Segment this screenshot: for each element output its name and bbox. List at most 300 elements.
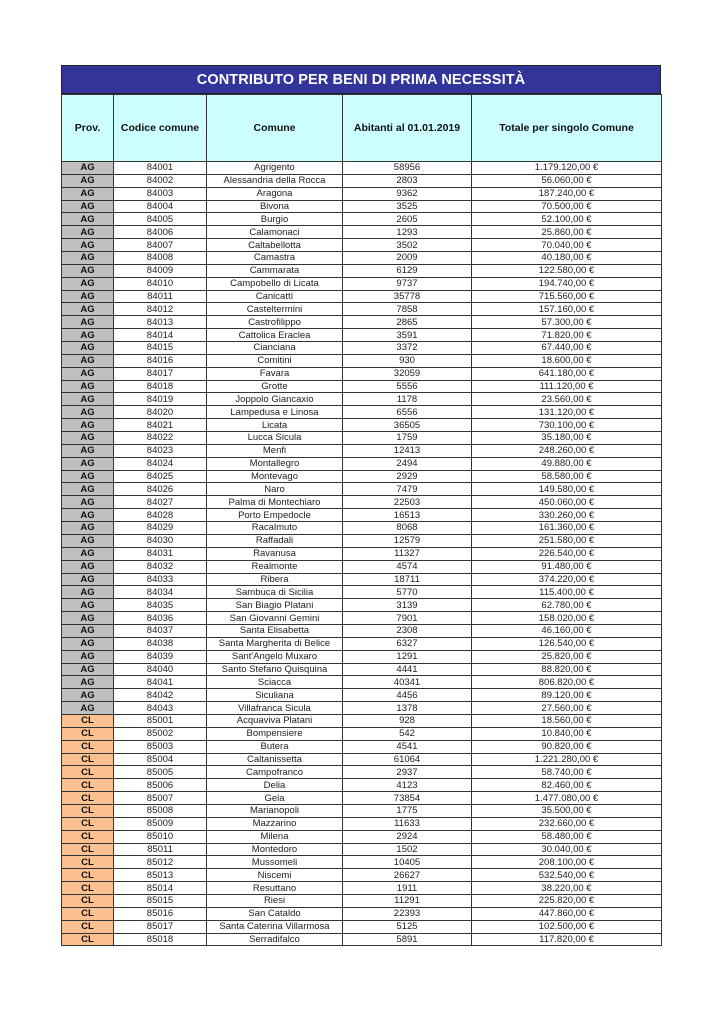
cell-comune: Montedoro [207,843,343,856]
cell-comune: Palma di Montechiaro [207,496,343,509]
cell-comune: Canicattì [207,290,343,303]
cell-comune: Sambuca di Sicilia [207,586,343,599]
cell-comune: Comitini [207,354,343,367]
cell-totale: 58.580,00 € [472,470,662,483]
cell-codice: 85012 [114,856,207,869]
cell-prov: AG [62,663,114,676]
cell-comune: Sant'Angelo Muxaro [207,650,343,663]
cell-prov: AG [62,547,114,560]
table-row [62,792,662,805]
cell-prov: AG [62,316,114,329]
cell-totale: 715.560,00 € [472,290,662,303]
cell-totale: 1.179.120,00 € [472,162,662,175]
cell-codice: 84013 [114,316,207,329]
cell-totale: 30.040,00 € [472,843,662,856]
cell-comune: Cattolica Eraclea [207,329,343,342]
cell-totale: 70.500,00 € [472,200,662,213]
table-row [62,586,662,599]
cell-codice: 85010 [114,830,207,843]
cell-prov: AG [62,432,114,445]
cell-comune: Santa Margherita di Belice [207,637,343,650]
table-row [62,252,662,265]
cell-codice: 84022 [114,432,207,445]
cell-prov: AG [62,534,114,547]
cell-prov: CL [62,727,114,740]
cell-abitanti: 3139 [343,599,472,612]
cell-totale: 18.560,00 € [472,714,662,727]
cell-abitanti: 11291 [343,894,472,907]
cell-abitanti: 928 [343,714,472,727]
cell-prov: AG [62,522,114,535]
cell-totale: 89.120,00 € [472,689,662,702]
cell-abitanti: 4123 [343,779,472,792]
cell-abitanti: 9362 [343,187,472,200]
cell-comune: Gela [207,792,343,805]
cell-comune: Niscemi [207,869,343,882]
table-row [62,354,662,367]
cell-codice: 84028 [114,509,207,522]
cell-comune: Naro [207,483,343,496]
table-row [62,856,662,869]
cell-abitanti: 2937 [343,766,472,779]
header-comune: Comune [207,95,343,162]
cell-codice: 84030 [114,534,207,547]
table-row [62,727,662,740]
cell-totale: 330.260,00 € [472,509,662,522]
cell-abitanti: 58956 [343,162,472,175]
cell-codice: 84039 [114,650,207,663]
cell-comune: Aragona [207,187,343,200]
cell-abitanti: 2803 [343,174,472,187]
cell-prov: CL [62,817,114,830]
cell-comune: Racalmuto [207,522,343,535]
cell-totale: 57.300,00 € [472,316,662,329]
cell-totale: 641.180,00 € [472,367,662,380]
cell-totale: 88.820,00 € [472,663,662,676]
cell-codice: 84008 [114,252,207,265]
cell-comune: Cammarata [207,264,343,277]
cell-comune: Delia [207,779,343,792]
cell-totale: 38.220,00 € [472,882,662,895]
cell-abitanti: 32059 [343,367,472,380]
table-row [62,933,662,946]
cell-comune: Milena [207,830,343,843]
cell-abitanti: 5891 [343,933,472,946]
cell-codice: 85003 [114,740,207,753]
cell-codice: 84034 [114,586,207,599]
cell-prov: CL [62,792,114,805]
cell-prov: CL [62,920,114,933]
cell-codice: 84006 [114,226,207,239]
cell-abitanti: 61064 [343,753,472,766]
cell-codice: 84032 [114,560,207,573]
cell-prov: AG [62,573,114,586]
table-title: CONTRIBUTO PER BENI DI PRIMA NECESSITÀ [61,65,661,94]
cell-codice: 84033 [114,573,207,586]
cell-prov: AG [62,329,114,342]
cell-prov: CL [62,907,114,920]
table-row [62,817,662,830]
cell-prov: AG [62,702,114,715]
cell-totale: 102.500,00 € [472,920,662,933]
table-row [62,753,662,766]
table-row [62,920,662,933]
data-table [61,94,662,946]
cell-abitanti: 2929 [343,470,472,483]
cell-abitanti: 2924 [343,830,472,843]
cell-totale: 27.560,00 € [472,702,662,715]
cell-prov: AG [62,457,114,470]
cell-prov: AG [62,650,114,663]
cell-codice: 84025 [114,470,207,483]
cell-abitanti: 5125 [343,920,472,933]
cell-comune: Camastra [207,252,343,265]
cell-abitanti: 11633 [343,817,472,830]
cell-totale: 450.060,00 € [472,496,662,509]
cell-totale: 56.060,00 € [472,174,662,187]
table-row [62,663,662,676]
cell-codice: 85018 [114,933,207,946]
cell-codice: 85011 [114,843,207,856]
table-row [62,599,662,612]
cell-abitanti: 1293 [343,226,472,239]
table-row [62,342,662,355]
table-row [62,303,662,316]
header-totale: Totale per singolo Comune [472,95,662,162]
cell-codice: 84027 [114,496,207,509]
cell-abitanti: 4441 [343,663,472,676]
cell-codice: 84031 [114,547,207,560]
table-row [62,367,662,380]
table-row [62,612,662,625]
table-row [62,380,662,393]
cell-prov: AG [62,342,114,355]
cell-prov: AG [62,496,114,509]
cell-totale: 208.100,00 € [472,856,662,869]
cell-prov: AG [62,187,114,200]
table-row [62,264,662,277]
cell-prov: AG [62,560,114,573]
cell-comune: Villafranca Sicula [207,702,343,715]
cell-codice: 85004 [114,753,207,766]
cell-prov: AG [62,277,114,290]
cell-comune: Serradifalco [207,933,343,946]
cell-codice: 84021 [114,419,207,432]
cell-abitanti: 73854 [343,792,472,805]
cell-codice: 84009 [114,264,207,277]
cell-totale: 71.820,00 € [472,329,662,342]
cell-prov: AG [62,264,114,277]
cell-comune: Siculiana [207,689,343,702]
cell-comune: Campofranco [207,766,343,779]
cell-totale: 117.820,00 € [472,933,662,946]
table-row [62,779,662,792]
table-row [62,766,662,779]
cell-comune: Lampedusa e Linosa [207,406,343,419]
table-row [62,290,662,303]
cell-codice: 84011 [114,290,207,303]
cell-prov: CL [62,766,114,779]
table-row [62,804,662,817]
cell-totale: 447.860,00 € [472,907,662,920]
cell-abitanti: 2308 [343,624,472,637]
cell-abitanti: 1291 [343,650,472,663]
cell-prov: AG [62,676,114,689]
cell-codice: 85013 [114,869,207,882]
cell-prov: CL [62,714,114,727]
cell-codice: 84015 [114,342,207,355]
cell-prov: AG [62,406,114,419]
cell-codice: 84001 [114,162,207,175]
cell-comune: Butera [207,740,343,753]
cell-abitanti: 6556 [343,406,472,419]
cell-codice: 84018 [114,380,207,393]
cell-totale: 149.580,00 € [472,483,662,496]
cell-prov: AG [62,470,114,483]
cell-prov: AG [62,239,114,252]
cell-abitanti: 2009 [343,252,472,265]
cell-abitanti: 26627 [343,869,472,882]
cell-codice: 84041 [114,676,207,689]
cell-prov: AG [62,599,114,612]
cell-comune: Licata [207,419,343,432]
cell-totale: 226.540,00 € [472,547,662,560]
cell-abitanti: 1502 [343,843,472,856]
cell-abitanti: 3525 [343,200,472,213]
cell-prov: CL [62,804,114,817]
cell-comune: Montallegro [207,457,343,470]
cell-prov: CL [62,843,114,856]
cell-abitanti: 11327 [343,547,472,560]
cell-prov: AG [62,354,114,367]
cell-abitanti: 35778 [343,290,472,303]
cell-comune: Joppolo Giancaxio [207,393,343,406]
cell-codice: 84002 [114,174,207,187]
table-row [62,329,662,342]
cell-comune: Casteltermini [207,303,343,316]
cell-prov: AG [62,419,114,432]
table-row [62,843,662,856]
cell-abitanti: 1759 [343,432,472,445]
cell-abitanti: 3372 [343,342,472,355]
cell-totale: 730.100,00 € [472,419,662,432]
cell-totale: 82.460,00 € [472,779,662,792]
table-row [62,316,662,329]
cell-totale: 131.120,00 € [472,406,662,419]
cell-comune: Ribera [207,573,343,586]
cell-codice: 84016 [114,354,207,367]
cell-comune: Cianciana [207,342,343,355]
cell-abitanti: 5556 [343,380,472,393]
cell-totale: 374.220,00 € [472,573,662,586]
cell-codice: 85001 [114,714,207,727]
cell-prov: AG [62,252,114,265]
cell-totale: 126.540,00 € [472,637,662,650]
table-row [62,432,662,445]
table-row [62,573,662,586]
cell-totale: 157.160,00 € [472,303,662,316]
table-row [62,907,662,920]
cell-totale: 251.580,00 € [472,534,662,547]
cell-abitanti: 1178 [343,393,472,406]
cell-abitanti: 3591 [343,329,472,342]
cell-comune: Ravanusa [207,547,343,560]
table-row [62,534,662,547]
table-row [62,277,662,290]
cell-totale: 18.600,00 € [472,354,662,367]
cell-codice: 84012 [114,303,207,316]
cell-abitanti: 6129 [343,264,472,277]
cell-abitanti: 36505 [343,419,472,432]
cell-totale: 70.040,00 € [472,239,662,252]
cell-abitanti: 7858 [343,303,472,316]
cell-totale: 1.477.080,00 € [472,792,662,805]
table-row [62,689,662,702]
cell-codice: 85002 [114,727,207,740]
cell-totale: 35.180,00 € [472,432,662,445]
cell-codice: 85015 [114,894,207,907]
cell-prov: CL [62,740,114,753]
cell-comune: Resuttano [207,882,343,895]
cell-comune: Mazzarino [207,817,343,830]
cell-abitanti: 22393 [343,907,472,920]
cell-prov: AG [62,200,114,213]
table-row [62,702,662,715]
cell-totale: 62.780,00 € [472,599,662,612]
table-row [62,200,662,213]
cell-comune: Marianopoli [207,804,343,817]
cell-abitanti: 16513 [343,509,472,522]
cell-prov: AG [62,174,114,187]
cell-codice: 84042 [114,689,207,702]
cell-codice: 84003 [114,187,207,200]
cell-prov: AG [62,586,114,599]
cell-totale: 25.820,00 € [472,650,662,663]
cell-totale: 40.180,00 € [472,252,662,265]
cell-abitanti: 2865 [343,316,472,329]
cell-abitanti: 10405 [343,856,472,869]
cell-codice: 84023 [114,444,207,457]
cell-abitanti: 542 [343,727,472,740]
cell-abitanti: 22503 [343,496,472,509]
table-row [62,624,662,637]
cell-totale: 225.820,00 € [472,894,662,907]
header-row [62,95,662,162]
table-row [62,894,662,907]
table-row [62,226,662,239]
cell-totale: 1.221.280,00 € [472,753,662,766]
cell-comune: Lucca Sicula [207,432,343,445]
cell-abitanti: 1911 [343,882,472,895]
cell-codice: 84005 [114,213,207,226]
cell-prov: CL [62,856,114,869]
cell-comune: Santa Elisabetta [207,624,343,637]
cell-codice: 84014 [114,329,207,342]
table-row [62,740,662,753]
cell-comune: Agrigento [207,162,343,175]
table-row [62,560,662,573]
cell-totale: 25.860,00 € [472,226,662,239]
cell-abitanti: 12579 [343,534,472,547]
cell-abitanti: 12413 [343,444,472,457]
cell-codice: 85009 [114,817,207,830]
cell-prov: AG [62,444,114,457]
cell-totale: 194.740,00 € [472,277,662,290]
table-row [62,496,662,509]
cell-totale: 23.560,00 € [472,393,662,406]
cell-comune: Sciacca [207,676,343,689]
cell-abitanti: 40341 [343,676,472,689]
cell-abitanti: 1378 [343,702,472,715]
cell-prov: AG [62,624,114,637]
header-prov: Prov. [62,95,114,162]
cell-totale: 161.360,00 € [472,522,662,535]
cell-codice: 84037 [114,624,207,637]
cell-prov: AG [62,367,114,380]
cell-comune: Bivona [207,200,343,213]
cell-comune: Castrofilippo [207,316,343,329]
cell-abitanti: 2605 [343,213,472,226]
cell-abitanti: 7901 [343,612,472,625]
cell-totale: 806.820,00 € [472,676,662,689]
cell-comune: Burgio [207,213,343,226]
cell-codice: 85005 [114,766,207,779]
table-row [62,470,662,483]
cell-codice: 84017 [114,367,207,380]
cell-comune: Campobello di Licata [207,277,343,290]
cell-totale: 91.480,00 € [472,560,662,573]
cell-abitanti: 2494 [343,457,472,470]
cell-totale: 232.660,00 € [472,817,662,830]
cell-prov: CL [62,933,114,946]
cell-totale: 10.840,00 € [472,727,662,740]
table-row [62,714,662,727]
cell-totale: 90.820,00 € [472,740,662,753]
cell-codice: 85008 [114,804,207,817]
cell-prov: AG [62,689,114,702]
cell-prov: CL [62,894,114,907]
cell-totale: 52.100,00 € [472,213,662,226]
cell-totale: 49.880,00 € [472,457,662,470]
cell-prov: AG [62,303,114,316]
cell-codice: 84010 [114,277,207,290]
cell-codice: 85017 [114,920,207,933]
cell-prov: CL [62,869,114,882]
cell-comune: Grotte [207,380,343,393]
cell-prov: AG [62,162,114,175]
cell-totale: 58.480,00 € [472,830,662,843]
header-codice-comune: Codice comune [114,95,207,162]
cell-codice: 84026 [114,483,207,496]
cell-abitanti: 930 [343,354,472,367]
cell-abitanti: 8068 [343,522,472,535]
cell-abitanti: 3502 [343,239,472,252]
cell-codice: 84035 [114,599,207,612]
cell-comune: Porto Empedocle [207,509,343,522]
cell-codice: 84040 [114,663,207,676]
cell-comune: Mussomeli [207,856,343,869]
cell-codice: 84038 [114,637,207,650]
table-row [62,547,662,560]
cell-comune: Calamonaci [207,226,343,239]
cell-totale: 67.440,00 € [472,342,662,355]
table-row [62,637,662,650]
cell-prov: AG [62,393,114,406]
table-row [62,393,662,406]
cell-prov: CL [62,830,114,843]
cell-comune: Acquaviva Platani [207,714,343,727]
cell-comune: Bompensiere [207,727,343,740]
